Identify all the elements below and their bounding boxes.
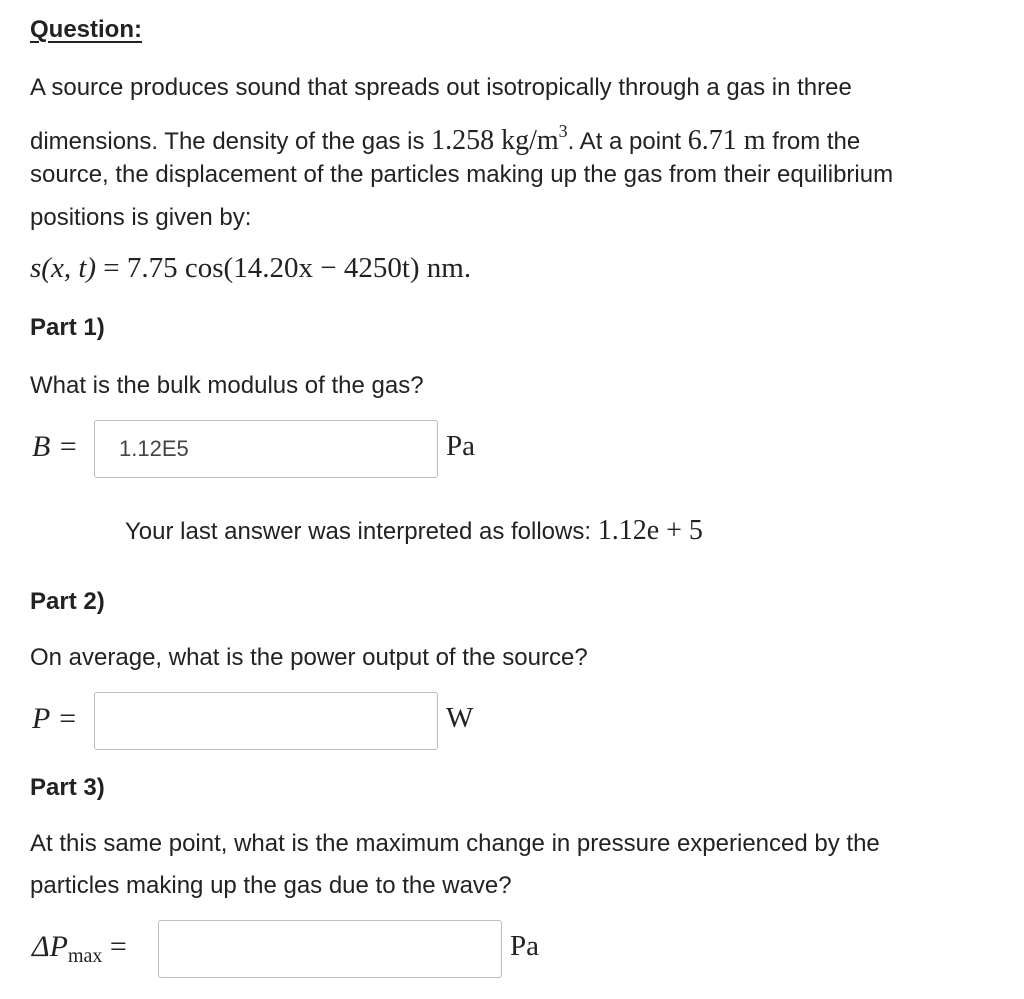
equation-lhs-s: s: [30, 252, 42, 284]
distance-unit-text: m: [743, 125, 766, 156]
intro-line-2-text-a: dimensions. The density of the gas is: [30, 128, 432, 155]
part2-label: P =: [32, 702, 78, 735]
bulk-modulus-input[interactable]: 1.12E5: [94, 420, 438, 478]
question-heading: Question:: [30, 16, 142, 43]
part1-interpretation: [125, 509, 703, 553]
part3-label: [32, 930, 127, 968]
density-value: 1.258: [431, 125, 495, 156]
power-output-input[interactable]: [94, 692, 438, 750]
max-pressure-change-input[interactable]: [158, 920, 502, 978]
part3-heading: Part 3): [30, 774, 105, 801]
intro-line-2-text-b: . At a point: [567, 128, 688, 155]
intro-line-2-text-c: from the: [765, 128, 861, 155]
part2-question: On average, what is the power output of the source?: [30, 644, 588, 671]
equation-lhs-args: (x, t): [41, 252, 97, 284]
part3-question-line-1: At this same point, what is the maximum change in pressure experienced by the: [30, 830, 880, 857]
part1-label: B =: [32, 430, 79, 463]
part1-heading: Part 1): [30, 314, 105, 341]
part2-unit: W: [446, 702, 474, 734]
density-unit: [494, 121, 568, 156]
interpretation-value: 1.12e + 5: [597, 515, 703, 546]
part1-question: What is the bulk modulus of the gas?: [30, 372, 424, 399]
distance-value: 6.71: [687, 125, 737, 156]
interpretation-text: Your last answer was interpreted as follows:: [125, 518, 598, 545]
intro-line-1: A source produces sound that spreads out isotropically through a gas in three: [30, 74, 852, 101]
distance-unit: [737, 125, 766, 156]
part2-heading: Part 2): [30, 588, 105, 615]
displacement-equation: [30, 252, 471, 285]
max-subscript: max: [67, 945, 103, 967]
delta-p-symbol: ΔP: [32, 930, 68, 963]
density-exponent: 3: [558, 121, 568, 141]
part3-unit: Pa: [510, 930, 539, 962]
density-unit-text: kg/m: [501, 125, 559, 156]
intro-line-4: positions is given by:: [30, 204, 252, 231]
equation-rhs: = 7.75 cos(14.20x − 4250t) nm.: [103, 252, 472, 284]
part3-equals: =: [109, 930, 127, 963]
intro-line-3: source, the displacement of the particles making up the gas from their equilibrium: [30, 161, 894, 188]
part1-unit: Pa: [446, 430, 475, 462]
part3-question-line-2: particles making up the gas due to the wave?: [30, 872, 512, 899]
